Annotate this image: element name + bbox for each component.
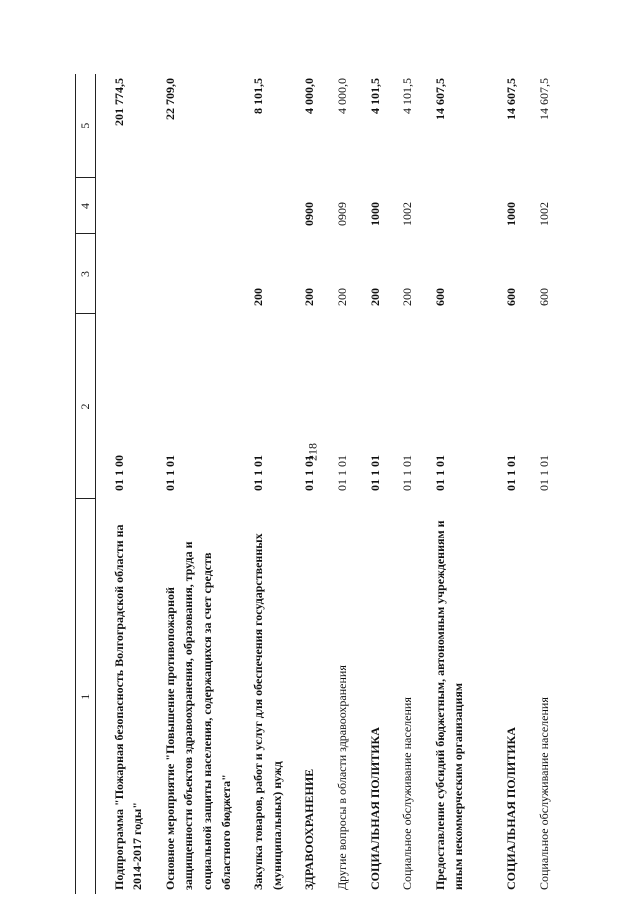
table-row [300,74,319,894]
table-row [110,74,147,894]
row-name: Подпрограмма "Пожарная безопасность Волгоградской области на 2014-2017 годы" [111,524,145,890]
budget-table [75,74,553,894]
row-name: СОЦИАЛЬНАЯ ПОЛИТИКА [503,727,518,890]
column-header-3: 3 [76,234,96,314]
row-target-code: 01 1 01 [432,455,447,491]
row-section: 1000 [503,202,518,226]
row-amount: 4 101,5 [400,78,415,114]
row-target-code: 01 1 01 [367,455,382,491]
table-row [398,74,417,894]
table-row [366,74,385,894]
table-row [502,74,521,894]
row-expense-type: 200 [334,288,349,306]
row-name: Социальное обслуживание населения [400,697,415,890]
row-target-code: 01 1 00 [111,455,126,491]
row-section [431,178,468,234]
row-section [110,178,147,234]
row-target-code: 01 1 01 [251,455,266,491]
row-name: Социальное обслуживание населения [536,697,551,890]
row-name: Другие вопросы в области здравоохранения [334,665,349,890]
table-row [333,74,352,894]
row-name: ЗДРАВООХРАНЕНИЕ [302,768,317,890]
row-amount: 201 774,5 [111,78,126,126]
row-expense-type: 600 [503,288,518,306]
table-row [431,74,468,894]
row-name: Предоставление субсидий бюджетным, автономным учреждениям и иным некоммерческим организациям [432,520,466,890]
row-amount: 14 607,5 [536,78,551,120]
row-expense-type: 200 [251,288,266,306]
row-amount: 14 607,5 [432,78,447,120]
table-row [161,74,235,894]
row-amount: 14 607,5 [503,78,518,120]
column-header-5: 5 [76,74,96,178]
row-target-code: 01 1 01 [503,455,518,491]
row-target-code: 01 1 01 [536,455,551,491]
row-amount: 4 000,0 [302,78,317,114]
row-target-code: 01 1 01 [162,455,177,491]
row-section: 0909 [334,202,349,226]
column-header-4: 4 [76,178,96,234]
row-target-code: 01 1 01 [334,455,349,491]
column-header-1: 1 [76,499,96,894]
row-amount: 4 000,0 [334,78,349,114]
row-section: 1002 [400,202,415,226]
budget-table-wrapper [75,74,565,894]
row-expense-type: 200 [367,288,382,306]
table-header-row [76,74,96,894]
row-amount: 22 709,0 [162,78,177,120]
table-row [535,74,554,894]
row-target-code: 01 1 01 [400,455,415,491]
row-expense-type: 600 [536,288,551,306]
row-section: 0900 [302,202,317,226]
table-row [249,74,286,894]
row-section: 1000 [367,202,382,226]
row-expense-type [110,234,147,314]
row-expense-type [161,234,235,314]
row-expense-type: 200 [400,288,415,306]
column-header-2: 2 [76,314,96,499]
row-name: Основное мероприятие "Повышение противопожарной защищенности объектов здравоохранения, образования, труда и социальной защиты населения, содержащихся за счет средств областного бюджета" [162,541,233,890]
row-section [161,178,235,234]
row-section [249,178,286,234]
row-expense-type: 600 [432,288,447,306]
row-name: СОЦИАЛЬНАЯ ПОЛИТИКА [367,727,382,890]
row-expense-type: 200 [302,288,317,306]
row-target-code: 01 1 01 [302,455,317,491]
page-number-text: 218 [305,443,320,461]
row-amount: 4 101,5 [367,78,382,114]
row-name: Закупка товаров, работ и услуг для обеспечения государственных (муниципальных) нужд [251,533,284,890]
row-amount: 8 101,5 [251,78,266,114]
row-section: 1002 [536,202,551,226]
